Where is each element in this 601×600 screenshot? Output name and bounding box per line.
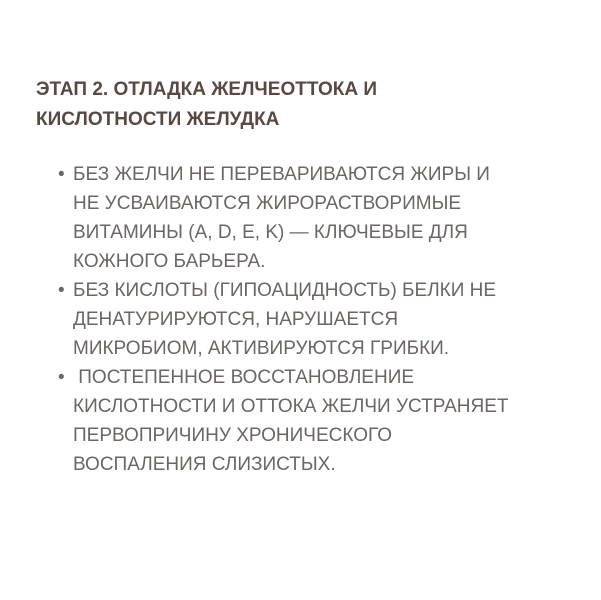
list-item-line: НЕ УСВАИВАЮТСЯ ЖИРОРАСТВОРИМЫЕ	[73, 193, 462, 214]
list-item-line: ПЕРВОПРИЧИНУ ХРОНИЧЕСКОГО	[73, 425, 392, 446]
list-item	[58, 363, 509, 479]
bullet-list	[58, 160, 509, 479]
list-item-line: ВОСПАЛЕНИЯ СЛИЗИСТЫХ.	[73, 454, 336, 475]
list-item-line: ДЕНАТУРИРУЮТСЯ, НАРУШАЕТСЯ	[73, 309, 399, 330]
page-title	[36, 75, 377, 135]
list-item-line: КОЖНОГО БАРЬЕРА.	[73, 251, 266, 272]
bullet-icon: •	[58, 164, 65, 185]
list-item	[58, 276, 509, 363]
list-item-line: МИКРОБИОМ, АКТИВИРУЮТСЯ ГРИБКИ.	[73, 338, 450, 359]
list-item-line: ПОСТЕПЕННОЕ ВОССТАНОВЛЕНИЕ	[73, 367, 415, 388]
list-item	[58, 160, 509, 276]
title-line: КИСЛОТНОСТИ ЖЕЛУДКА	[36, 109, 280, 130]
title-line: ЭТАП 2. ОТЛАДКА ЖЕЛЧЕОТТОКА И	[36, 79, 378, 100]
bullet-icon: •	[58, 367, 65, 388]
list-item-line: БЕЗ ЖЕЛЧИ НЕ ПЕРЕВАРИВАЮТСЯ ЖИРЫ И	[73, 164, 490, 185]
list-item-line: КИСЛОТНОСТИ И ОТТОКА ЖЕЛЧИ УСТРАНЯЕТ	[73, 396, 509, 417]
bullet-icon: •	[58, 280, 65, 301]
list-item-line: БЕЗ КИСЛОТЫ (ГИПОАЦИДНОСТЬ) БЕЛКИ НЕ	[73, 280, 497, 301]
list-item-line: ВИТАМИНЫ (A, D, E, K) — КЛЮЧЕВЫЕ ДЛЯ	[73, 222, 468, 243]
